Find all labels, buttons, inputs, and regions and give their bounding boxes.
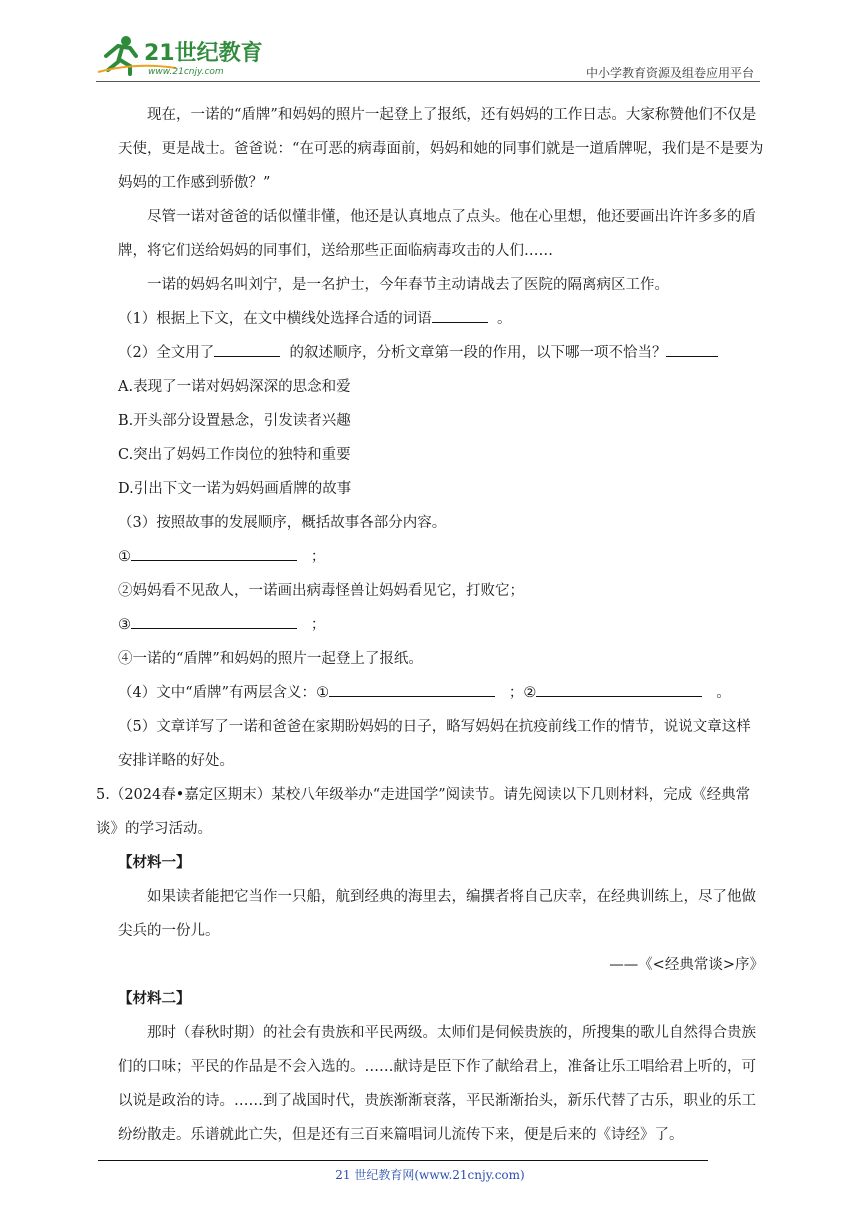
question-1 bbox=[118, 302, 764, 336]
question-1-text: （1）根据上下文，在文中横线处选择合适的词语 bbox=[118, 311, 432, 327]
answer-blank bbox=[536, 680, 702, 697]
paragraph-1: 现在，一诺的“盾牌”和妈妈的照片一起登上了报纸，还有妈妈的工作日志。大家称赞他们不仅是天使，更是战士。爸爸说：“在可恶的病毒面前，妈妈和她的同事们就是一道盾牌呢，我们是不是要为妈妈的工作感到骄傲？” bbox=[118, 107, 764, 191]
logo-text: 21世纪教育 bbox=[144, 41, 263, 66]
logo-url: www.21cnjy.com bbox=[148, 67, 224, 76]
question-5: （5）文章详写了一诺和爸爸在家期盼妈妈的日子，略写妈妈在抗疫前线工作的情节，说说文章这样安排详略的好处。 bbox=[118, 719, 751, 769]
question-3-part-1 bbox=[118, 540, 764, 574]
circled-2: ② bbox=[523, 685, 537, 701]
paragraph-3: 一诺的妈妈名叫刘宁，是一名护士，今年春节主动请战去了医院的隔离病区工作。 bbox=[147, 277, 669, 293]
question-3-part-2: ②妈妈看不见敌人，一诺画出病毒怪兽让妈妈看见它，打败它； bbox=[118, 583, 524, 599]
page-footer: 21 世纪教育网(www.21cnjy.com) bbox=[335, 1168, 525, 1182]
question-4 bbox=[118, 676, 764, 710]
question-3-part-3 bbox=[118, 608, 764, 642]
option-d: D.引出下文一诺为妈妈画盾牌的故事 bbox=[118, 481, 352, 497]
answer-blank bbox=[131, 544, 297, 561]
material-1-text: 如果读者能把它当作一只船，航到经典的海里去，编撰者将自己庆幸，在经典训练上，尽了他做尖兵的一份儿。 bbox=[118, 889, 756, 939]
circled-1: ① bbox=[316, 685, 330, 701]
semicolon: ； bbox=[508, 685, 524, 701]
material-1-source: ——《<经典常谈>序》 bbox=[609, 957, 764, 973]
item-5-prompt: 5.（2024春•嘉定区期末）某校八年级举办“走进国学”阅读节。请先阅读以下几则材料，完成《经典常谈》的学习活动。 bbox=[96, 787, 751, 837]
answer-blank bbox=[666, 340, 718, 357]
logo-21cnjy bbox=[96, 34, 266, 76]
document-body bbox=[96, 98, 764, 1152]
material-2-title: 【材料二】 bbox=[118, 990, 191, 1007]
circled-3: ③ bbox=[118, 617, 131, 633]
question-1-end: 。 bbox=[496, 311, 512, 327]
semicolon: ； bbox=[310, 617, 326, 633]
material-1-title: 【材料一】 bbox=[118, 854, 191, 871]
question-3-part-4: ④一诺的“盾牌”和妈妈的照片一起登上了报纸。 bbox=[118, 651, 423, 667]
question-4-text: （4）文中“盾牌”有两层含义： bbox=[118, 685, 317, 701]
circled-1: ① bbox=[118, 549, 131, 565]
question-3: （3）按照故事的发展顺序，概括故事各部分内容。 bbox=[118, 515, 447, 531]
question-2-text-a: （2）全文用了 bbox=[118, 345, 215, 361]
answer-blank bbox=[432, 306, 488, 323]
answer-blank bbox=[214, 340, 280, 357]
option-c: C.突出了妈妈工作岗位的独特和重要 bbox=[118, 447, 351, 463]
question-2-text-b: 的叙述顺序，分析文章第一段的作用，以下哪一项不恰当？ bbox=[289, 345, 667, 361]
platform-label: 中小学教育资源及组卷应用平台 bbox=[585, 66, 754, 80]
option-a: A.表现了一诺对妈妈深深的思念和爱 bbox=[118, 379, 351, 395]
page-header bbox=[96, 34, 760, 80]
question-2 bbox=[118, 336, 764, 370]
answer-blank bbox=[131, 612, 297, 629]
semicolon: ； bbox=[310, 549, 326, 565]
answer-blank bbox=[329, 680, 495, 697]
question-4-end: 。 bbox=[716, 685, 731, 701]
paragraph-2: 尽管一诺对爸爸的话似懂非懂，他还是认真地点了点头。他在心里想，他还要画出许许多多的盾牌，将它们送给妈妈的同事们，送给那些正面临病毒攻击的人们…… bbox=[118, 209, 756, 259]
material-2-text: 那时（春秋时期）的社会有贵族和平民两级。太师们是伺候贵族的，所搜集的歌儿自然得合贵族们的口味；平民的作品是不会入选的。……献诗是臣下作了献给君上，准备让乐工唱给君上听的，可以说是政治的诗。……到了战国时代，贵族渐渐衰落，平民渐渐抬头，新乐代替了古乐，职业的乐工纷纷散走。乐谱就此亡失，但是还有三百来篇唱词儿流传下来，便是后来的《诗经》了。 bbox=[118, 1025, 756, 1143]
footer-divider bbox=[98, 1160, 708, 1161]
option-b: B.开头部分设置悬念，引发读者兴趣 bbox=[118, 413, 351, 429]
header-divider bbox=[96, 81, 760, 82]
